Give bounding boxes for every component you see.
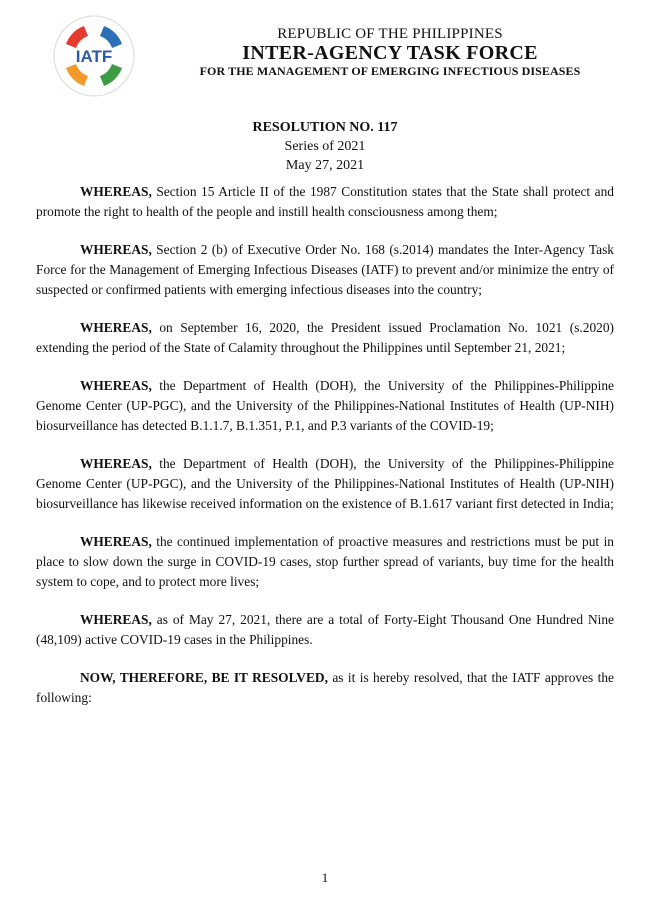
paragraph-text: the Department of Health (DOH), the University of the Philippines-Philippine Genome Center (UP-PGC), and the University of the Philippines-National Institutes of Health (UP-NIH) biosurveillance has detected B.1.1.7, B.1.351, P.1, and P.3 variants of the COVID-19; (36, 378, 614, 433)
paragraph-lead: WHEREAS, (80, 456, 152, 471)
whereas-paragraph (36, 610, 614, 650)
paragraph-text: Section 2 (b) of Executive Order No. 168 (s.2014) mandates the Inter-Agency Task Force for the Management of Emerging Infectious Diseases (IATF) to prevent and/or minimize the entry of suspected or confirmed patients with emerging infectious diseases into the country; (36, 242, 614, 297)
logo-text: IATF (75, 47, 113, 66)
paragraph-lead: WHEREAS, (80, 378, 152, 393)
paragraph-text: as of May 27, 2021, there are a total of Forty-Eight Thousand One Hundred Nine (48,109) active COVID-19 cases in the Philippines. (36, 612, 614, 647)
paragraph-text: as it is hereby resolved, that the IATF approves the following: (36, 670, 615, 705)
resolution-body (36, 182, 614, 726)
header-country: REPUBLIC OF THE PHILIPPINES (277, 26, 503, 42)
paragraph-text: the continued implementation of proactive measures and restrictions must be put in place to slow down the surge in COVID-19 cases, stop further spread of variants, buy time for the health system to cope, and to protect more lives; (36, 534, 614, 589)
resolution-series: Series of 2021 (284, 139, 366, 154)
paragraph-lead: WHEREAS, (80, 612, 152, 627)
paragraph-lead: WHEREAS, (80, 320, 152, 335)
paragraph-lead: WHEREAS, (80, 242, 152, 257)
whereas-paragraph (36, 240, 614, 300)
header-agency: INTER-AGENCY TASK FORCE (242, 42, 538, 64)
paragraph-lead: NOW, THEREFORE, BE IT RESOLVED, (80, 670, 328, 685)
iatf-logo (52, 14, 136, 98)
paragraph-text: on September 16, 2020, the President issued Proclamation No. 1021 (s.2020) extending the period of the State of Calamity throughout the Philippines until September 21, 2021; (36, 320, 614, 355)
header-subtitle: FOR THE MANAGEMENT OF EMERGING INFECTIOUS DISEASES (199, 64, 581, 78)
paragraph-text: Section 15 Article II of the 1987 Constitution states that the State shall protect and promote the right to health of the people and instill health consciousness among them; (36, 184, 614, 219)
page-number: 1 (321, 870, 329, 885)
whereas-paragraph (36, 532, 614, 592)
whereas-paragraph (36, 454, 614, 514)
resolution-date: May 27, 2021 (285, 158, 365, 173)
resolution-title (0, 118, 650, 175)
paragraph-text: the Department of Health (DOH), the University of the Philippines-Philippine Genome Center (UP-PGC), and the University of the Philippines-National Institutes of Health (UP-NIH) biosurveillance has likewise received information on the existence of B.1.617 variant first detected in India; (36, 456, 614, 511)
whereas-paragraph (36, 376, 614, 436)
resolved-paragraph (36, 668, 614, 708)
paragraph-lead: WHEREAS, (80, 184, 152, 199)
header-text (140, 26, 640, 79)
whereas-paragraph (36, 318, 614, 358)
letterhead (0, 0, 650, 100)
whereas-paragraph (36, 182, 614, 222)
resolution-number: RESOLUTION NO. 117 (252, 120, 398, 135)
paragraph-lead: WHEREAS, (80, 534, 152, 549)
